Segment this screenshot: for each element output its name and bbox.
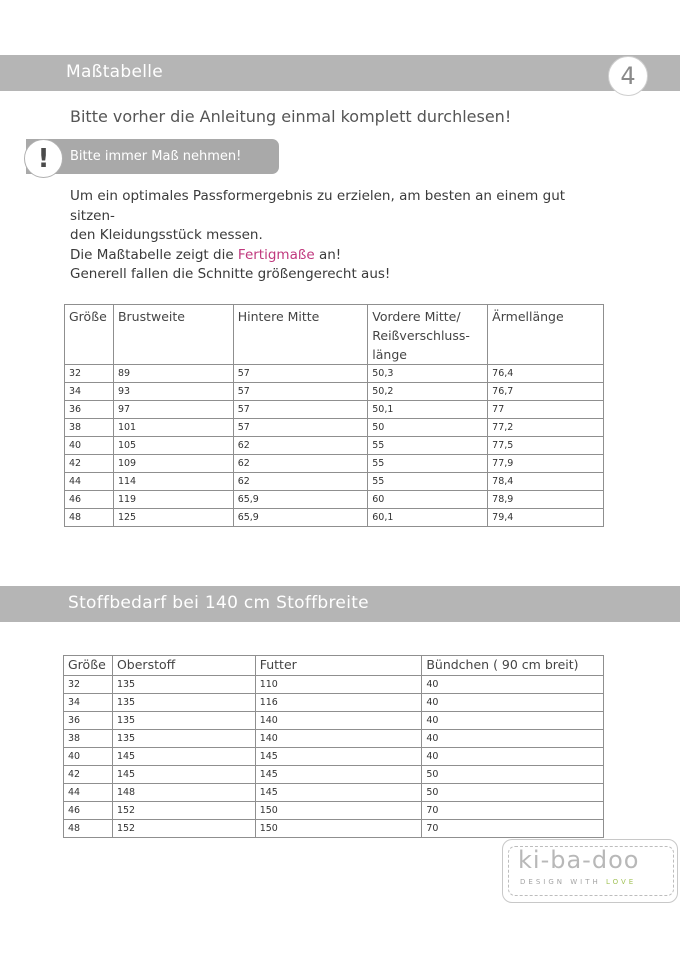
notice-text: Bitte immer Maß nehmen! <box>70 149 242 164</box>
table-row <box>64 766 604 784</box>
table-cell: 50 <box>422 784 604 802</box>
table-cell: 150 <box>255 820 422 838</box>
table-cell: 48 <box>64 820 113 838</box>
table-cell: 119 <box>113 491 233 509</box>
table-cell: 79,4 <box>488 509 604 527</box>
table-cell: 55 <box>368 473 488 491</box>
logo-tagline-main: DESIGN WITH <box>520 878 606 886</box>
table-cell: 40 <box>422 748 604 766</box>
table-cell: 50 <box>368 419 488 437</box>
table-row <box>64 694 604 712</box>
table-cell: 101 <box>113 419 233 437</box>
table-row <box>64 802 604 820</box>
table-cell: 40 <box>422 712 604 730</box>
table-cell: 60,1 <box>368 509 488 527</box>
table-cell: 116 <box>255 694 422 712</box>
table-cell: 65,9 <box>233 491 368 509</box>
table-cell: 32 <box>64 676 113 694</box>
size-table-body <box>65 365 604 527</box>
intro-line: Um ein optimales Passformergebnis zu erzielen, am besten an einem gut sitzen- <box>70 188 566 224</box>
highlight-fertigmasse: Fertigmaße <box>237 246 315 263</box>
size-table <box>64 304 604 527</box>
table-cell: 76,7 <box>488 383 604 401</box>
table-cell: 70 <box>422 820 604 838</box>
table-cell: 44 <box>65 473 114 491</box>
intro-text: Die Maßtabelle zeigt die <box>70 246 238 263</box>
table-cell: 62 <box>233 437 368 455</box>
table-cell: 40 <box>422 730 604 748</box>
table-cell: 70 <box>422 802 604 820</box>
table-header-row <box>65 305 604 365</box>
table-cell: 40 <box>422 676 604 694</box>
table-cell: 140 <box>255 730 422 748</box>
table-cell: 77,5 <box>488 437 604 455</box>
table-cell: 50,2 <box>368 383 488 401</box>
table-row <box>65 419 604 437</box>
table-row <box>64 784 604 802</box>
table-cell: 148 <box>112 784 255 802</box>
table-cell: 89 <box>113 365 233 383</box>
table-cell: 55 <box>368 437 488 455</box>
table-cell: 36 <box>64 712 113 730</box>
table-cell: 145 <box>255 748 422 766</box>
table-cell: 34 <box>64 694 113 712</box>
table-cell: 50 <box>422 766 604 784</box>
section-title: Maßtabelle <box>66 62 164 82</box>
table-cell: 57 <box>233 383 368 401</box>
table-cell: 77,9 <box>488 455 604 473</box>
table-cell: 145 <box>112 766 255 784</box>
intro-paragraph <box>70 187 610 285</box>
table-cell: 40 <box>65 437 114 455</box>
table-cell: 114 <box>113 473 233 491</box>
header-line: länge <box>372 347 407 362</box>
table-cell: 97 <box>113 401 233 419</box>
table-cell: 40 <box>64 748 113 766</box>
intro-line: Generell fallen die Schnitte größengerecht aus! <box>70 266 391 282</box>
column-header: Futter <box>255 656 422 676</box>
table-cell: 48 <box>65 509 114 527</box>
column-header: Ärmellänge <box>488 305 604 365</box>
exclamation-icon: ! <box>24 139 63 178</box>
column-header: Größe <box>64 656 113 676</box>
table-cell: 42 <box>64 766 113 784</box>
table-cell: 77 <box>488 401 604 419</box>
intro-line: den Kleidungsstück messen. <box>70 227 263 243</box>
table-cell: 44 <box>64 784 113 802</box>
table-cell: 135 <box>112 712 255 730</box>
table-cell: 38 <box>64 730 113 748</box>
logo-tagline-accent: LOVE <box>605 878 637 886</box>
table-cell: 125 <box>113 509 233 527</box>
table-cell: 57 <box>233 419 368 437</box>
table-cell: 62 <box>233 455 368 473</box>
table-cell: 145 <box>255 784 422 802</box>
column-header: Bündchen ( 90 cm breit) <box>422 656 604 676</box>
column-header: Größe <box>65 305 114 365</box>
table-cell: 78,9 <box>488 491 604 509</box>
table-cell: 110 <box>255 676 422 694</box>
intro-text: an! <box>314 246 342 263</box>
table-cell: 46 <box>65 491 114 509</box>
table-row <box>65 401 604 419</box>
table-cell: 60 <box>368 491 488 509</box>
table-cell: 135 <box>112 676 255 694</box>
logo-wordmark: ki-ba-doo <box>518 846 640 874</box>
table-cell: 152 <box>112 802 255 820</box>
table-row <box>65 491 604 509</box>
instruction-subtitle: Bitte vorher die Anleitung einmal komplett durchlesen! <box>70 107 512 126</box>
section-title: Stoffbedarf bei 140 cm Stoffbreite <box>68 593 369 613</box>
table-cell: 145 <box>255 766 422 784</box>
header-line: Reißverschluss- <box>372 328 470 343</box>
column-header <box>368 305 488 365</box>
table-cell: 77,2 <box>488 419 604 437</box>
table-cell: 140 <box>255 712 422 730</box>
table-cell: 57 <box>233 401 368 419</box>
table-row <box>64 712 604 730</box>
table-cell: 32 <box>65 365 114 383</box>
table-cell: 65,9 <box>233 509 368 527</box>
table-row <box>64 676 604 694</box>
table-cell: 55 <box>368 455 488 473</box>
header-line: Vordere Mitte/ <box>372 309 461 324</box>
column-header: Oberstoff <box>112 656 255 676</box>
table-cell: 57 <box>233 365 368 383</box>
table-cell: 40 <box>422 694 604 712</box>
page-number: 4 <box>608 56 648 96</box>
intro-line <box>70 246 610 266</box>
table-cell: 46 <box>64 802 113 820</box>
table-cell: 152 <box>112 820 255 838</box>
table-cell: 76,4 <box>488 365 604 383</box>
table-cell: 38 <box>65 419 114 437</box>
table-cell: 145 <box>112 748 255 766</box>
column-header: Brustweite <box>113 305 233 365</box>
table-row <box>65 455 604 473</box>
table-cell: 42 <box>65 455 114 473</box>
table-row <box>65 365 604 383</box>
table-cell: 135 <box>112 694 255 712</box>
table-row <box>65 509 604 527</box>
table-row <box>64 730 604 748</box>
table-cell: 135 <box>112 730 255 748</box>
table-row <box>64 820 604 838</box>
table-cell: 34 <box>65 383 114 401</box>
table-cell: 36 <box>65 401 114 419</box>
table-cell: 109 <box>113 455 233 473</box>
logo-tagline <box>520 878 636 886</box>
table-cell: 93 <box>113 383 233 401</box>
table-cell: 50,1 <box>368 401 488 419</box>
table-row <box>65 473 604 491</box>
table-cell: 150 <box>255 802 422 820</box>
table-cell: 62 <box>233 473 368 491</box>
table-row <box>65 383 604 401</box>
fabric-table-body <box>64 676 604 838</box>
table-header-row <box>64 656 604 676</box>
table-cell: 105 <box>113 437 233 455</box>
table-cell: 50,3 <box>368 365 488 383</box>
fabric-table <box>63 655 604 838</box>
column-header: Hintere Mitte <box>233 305 368 365</box>
table-row <box>65 437 604 455</box>
table-cell: 78,4 <box>488 473 604 491</box>
table-row <box>64 748 604 766</box>
